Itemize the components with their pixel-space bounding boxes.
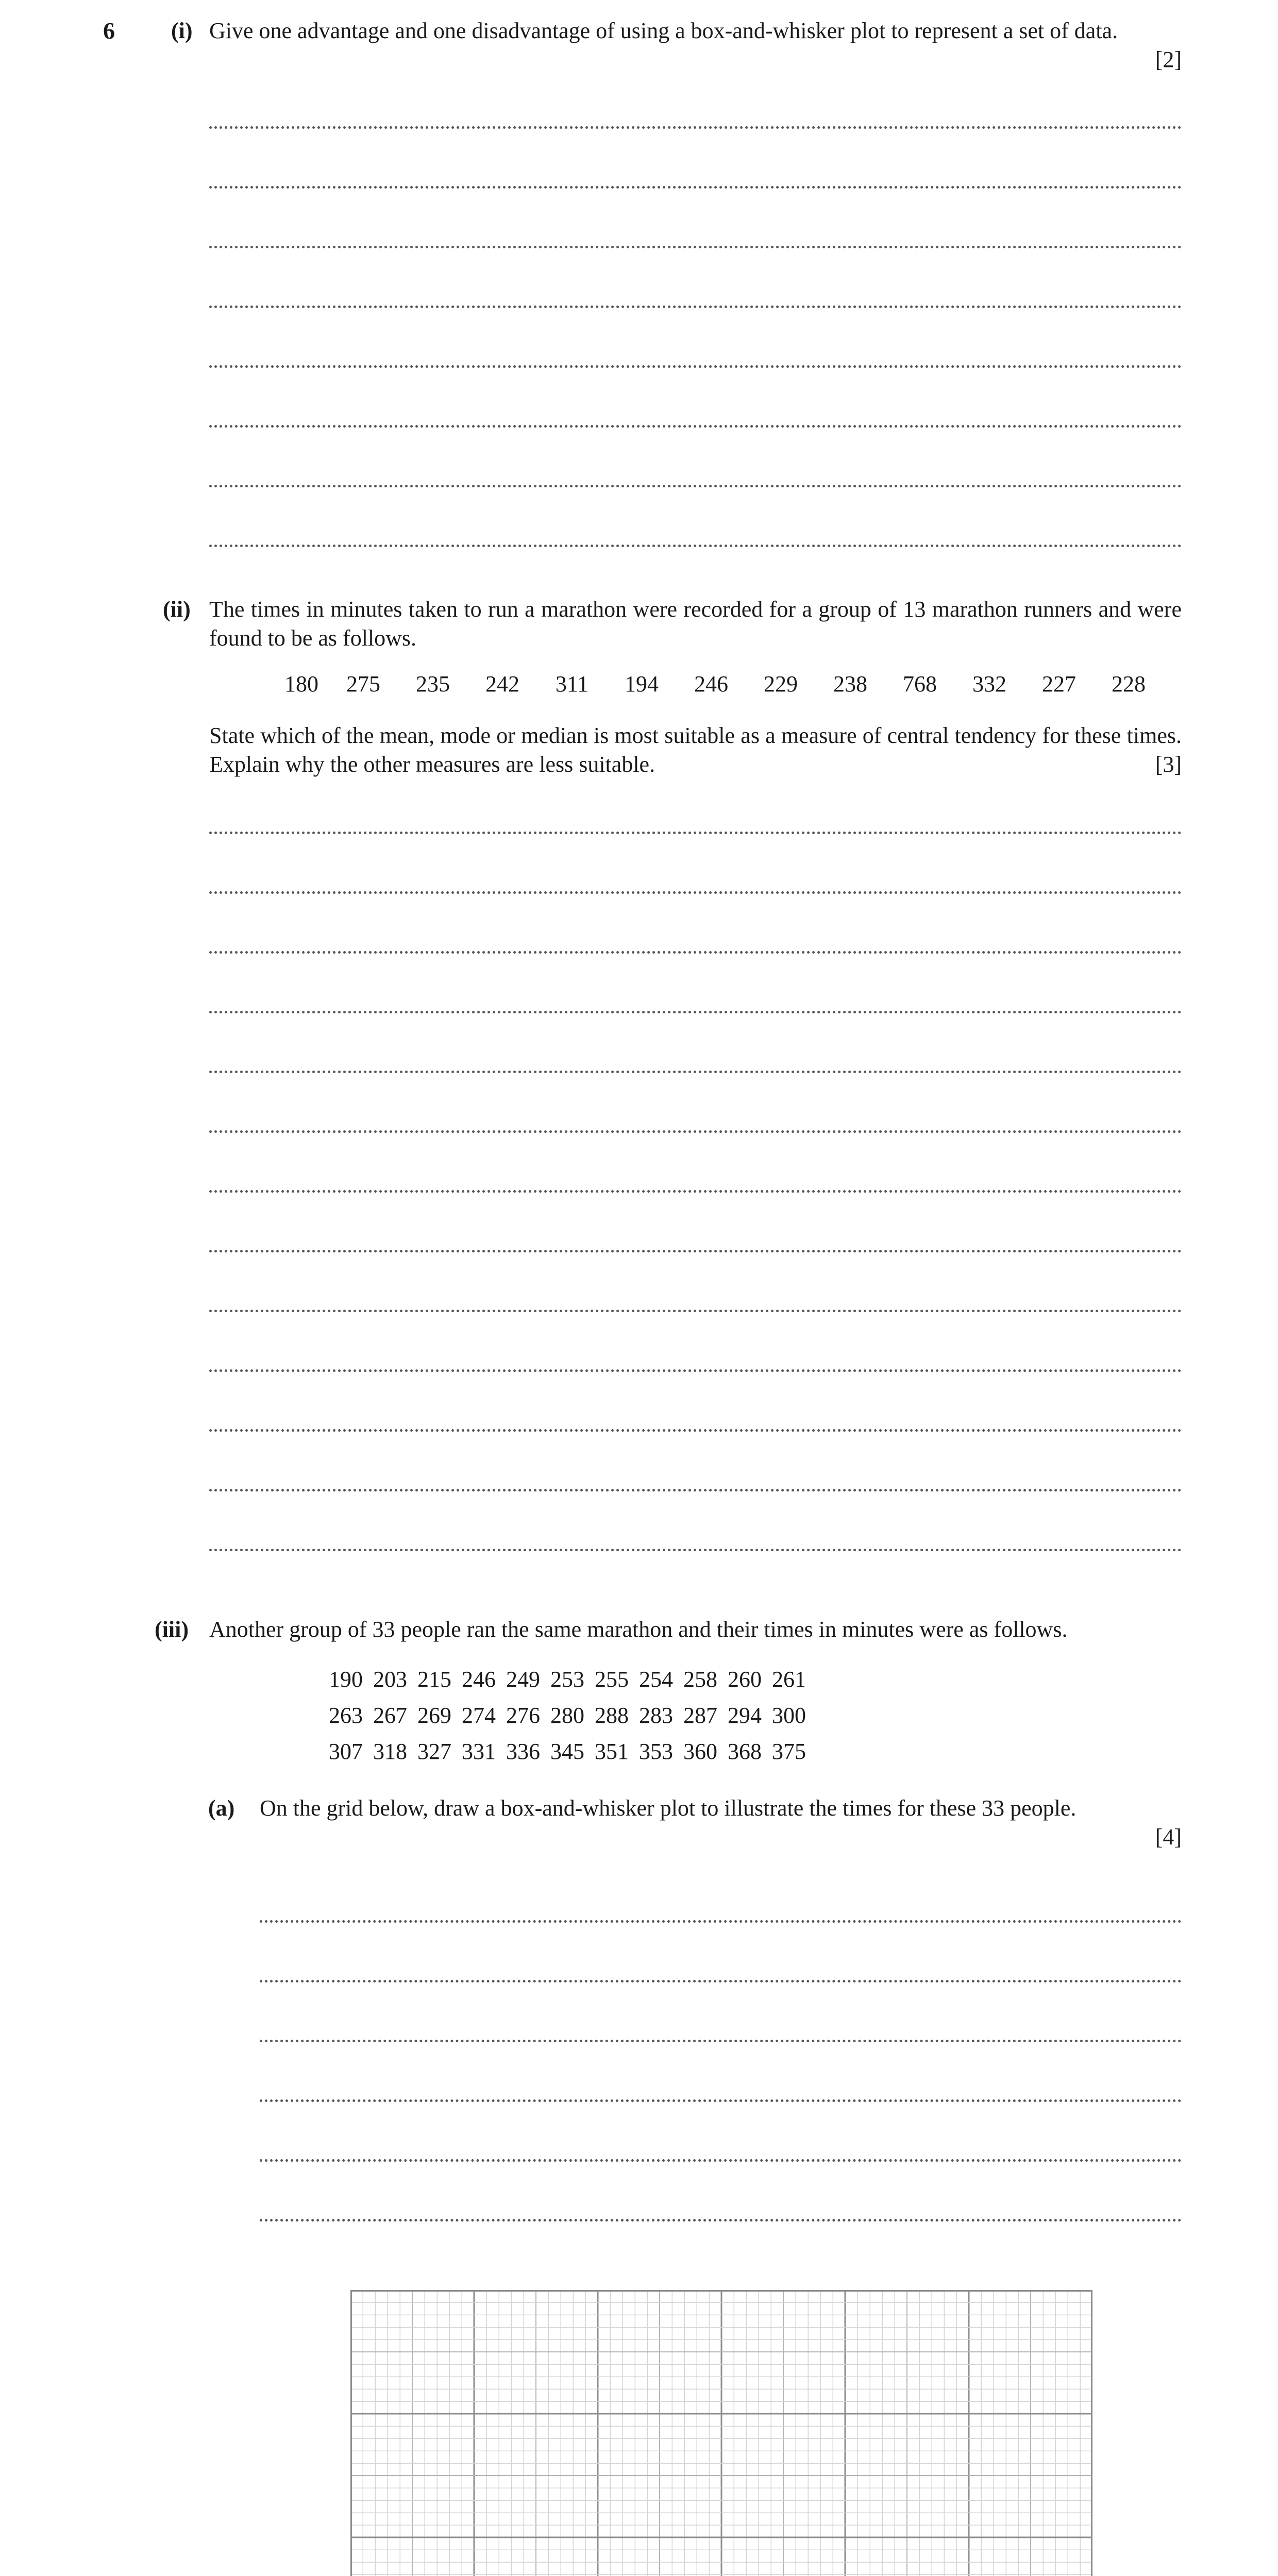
answer-line[interactable] bbox=[209, 1369, 1182, 1372]
time-cell: 331 bbox=[462, 1739, 496, 1764]
times-row bbox=[324, 1734, 811, 1770]
time-value: 242 bbox=[485, 671, 519, 697]
time-value: 275 bbox=[346, 671, 380, 697]
time-cell: 287 bbox=[683, 1703, 717, 1728]
answer-line[interactable] bbox=[260, 2099, 1182, 2102]
time-value: 229 bbox=[764, 671, 798, 697]
time-cell: 283 bbox=[639, 1703, 673, 1728]
time-cell: 336 bbox=[506, 1739, 540, 1764]
part-i-label: (i) bbox=[171, 18, 193, 43]
time-cell: 318 bbox=[373, 1739, 407, 1764]
answer-line[interactable] bbox=[209, 1489, 1182, 1492]
answer-line[interactable] bbox=[209, 1130, 1182, 1133]
answer-line[interactable] bbox=[209, 1190, 1182, 1193]
time-cell: 300 bbox=[772, 1703, 806, 1728]
time-cell: 375 bbox=[772, 1739, 806, 1764]
answer-line[interactable] bbox=[209, 1071, 1182, 1073]
time-cell: 254 bbox=[639, 1667, 673, 1692]
time-cell: 280 bbox=[550, 1703, 584, 1728]
times-row bbox=[324, 1698, 811, 1734]
part-a-question-text: On the grid below, draw a box-and-whisker plot to illustrate the times for these 33 people. bbox=[260, 1795, 1077, 1821]
time-cell: 249 bbox=[506, 1667, 540, 1692]
time-cell: 276 bbox=[506, 1703, 540, 1728]
time-value: 238 bbox=[833, 671, 867, 697]
time-value: 180 bbox=[284, 671, 318, 697]
part-ii-prompt-text: State which of the mean, mode or median is most suitable as a measure of central tendency for these times. Explain why the other measures are less suitable. bbox=[209, 723, 1182, 777]
answer-line[interactable] bbox=[209, 126, 1182, 129]
time-cell: 345 bbox=[550, 1739, 584, 1764]
part-ii-intro-text: The times in minutes taken to run a marathon were recorded for a group of 13 marathon runners and were found to be as follows. bbox=[209, 597, 1182, 651]
time-cell: 263 bbox=[329, 1703, 363, 1728]
time-cell: 368 bbox=[728, 1739, 762, 1764]
time-cell: 360 bbox=[683, 1739, 717, 1764]
answer-line[interactable] bbox=[209, 891, 1182, 894]
part-iii-label: (iii) bbox=[155, 1617, 189, 1642]
question-number: 6 bbox=[103, 18, 115, 44]
time-cell: 327 bbox=[417, 1739, 451, 1764]
answer-line[interactable] bbox=[209, 186, 1182, 189]
time-cell: 269 bbox=[417, 1703, 451, 1728]
part-a-marks: [4] bbox=[1155, 1824, 1182, 1850]
answer-line[interactable] bbox=[260, 1980, 1182, 1982]
answer-line[interactable] bbox=[209, 1549, 1182, 1551]
part-ii-marks: [3] bbox=[1155, 752, 1182, 777]
answer-line[interactable] bbox=[260, 2219, 1182, 2222]
answer-line[interactable] bbox=[209, 365, 1182, 368]
time-value: 194 bbox=[625, 671, 659, 697]
part-a-label: (a) bbox=[208, 1795, 235, 1821]
answer-line[interactable] bbox=[209, 246, 1182, 248]
part-iii-intro-text: Another group of 33 people ran the same marathon and their times in minutes were as follows. bbox=[209, 1617, 1068, 1642]
answer-line[interactable] bbox=[209, 1429, 1182, 1432]
part-i-marks: [2] bbox=[1155, 47, 1182, 72]
answer-line[interactable] bbox=[209, 306, 1182, 308]
time-cell: 260 bbox=[728, 1667, 762, 1692]
answer-line[interactable] bbox=[260, 1920, 1182, 1923]
times-row bbox=[324, 1662, 811, 1698]
time-cell: 246 bbox=[462, 1667, 496, 1692]
time-cell: 307 bbox=[329, 1739, 363, 1764]
time-cell: 190 bbox=[329, 1667, 363, 1692]
time-cell: 215 bbox=[417, 1667, 451, 1692]
answer-line[interactable] bbox=[209, 425, 1182, 428]
part-i-question-text: Give one advantage and one disadvantage of using a box-and-whisker plot to represent a set of data. bbox=[209, 18, 1118, 43]
answer-line[interactable] bbox=[209, 951, 1182, 954]
answer-line[interactable] bbox=[209, 545, 1182, 547]
time-value: 768 bbox=[903, 671, 937, 697]
time-cell: 353 bbox=[639, 1739, 673, 1764]
marathon-times-13 bbox=[277, 670, 1161, 699]
time-value: 228 bbox=[1112, 671, 1146, 697]
answer-line[interactable] bbox=[209, 1310, 1182, 1312]
answer-line[interactable] bbox=[209, 832, 1182, 834]
time-value: 235 bbox=[416, 671, 450, 697]
time-cell: 255 bbox=[595, 1667, 629, 1692]
answer-line[interactable] bbox=[260, 2040, 1182, 2042]
time-value: 246 bbox=[694, 671, 728, 697]
time-cell: 261 bbox=[772, 1667, 806, 1692]
time-value: 332 bbox=[972, 671, 1006, 697]
answer-line[interactable] bbox=[209, 1250, 1182, 1252]
time-cell: 294 bbox=[728, 1703, 762, 1728]
time-cell: 274 bbox=[462, 1703, 496, 1728]
time-value: 311 bbox=[555, 671, 589, 697]
time-cell: 203 bbox=[373, 1667, 407, 1692]
answer-line[interactable] bbox=[209, 485, 1182, 487]
time-cell: 253 bbox=[550, 1667, 584, 1692]
time-cell: 288 bbox=[595, 1703, 629, 1728]
answer-line[interactable] bbox=[260, 2159, 1182, 2162]
time-cell: 351 bbox=[595, 1739, 629, 1764]
time-cell: 267 bbox=[373, 1703, 407, 1728]
part-ii-label: (ii) bbox=[163, 597, 191, 622]
answer-line[interactable] bbox=[209, 1011, 1182, 1013]
marathon-times-33-table bbox=[324, 1662, 811, 1770]
graph-paper-svg[interactable] bbox=[350, 2290, 1092, 2576]
time-cell: 258 bbox=[683, 1667, 717, 1692]
time-value: 227 bbox=[1042, 671, 1076, 697]
graph-paper-grid[interactable] bbox=[350, 2290, 1092, 2576]
